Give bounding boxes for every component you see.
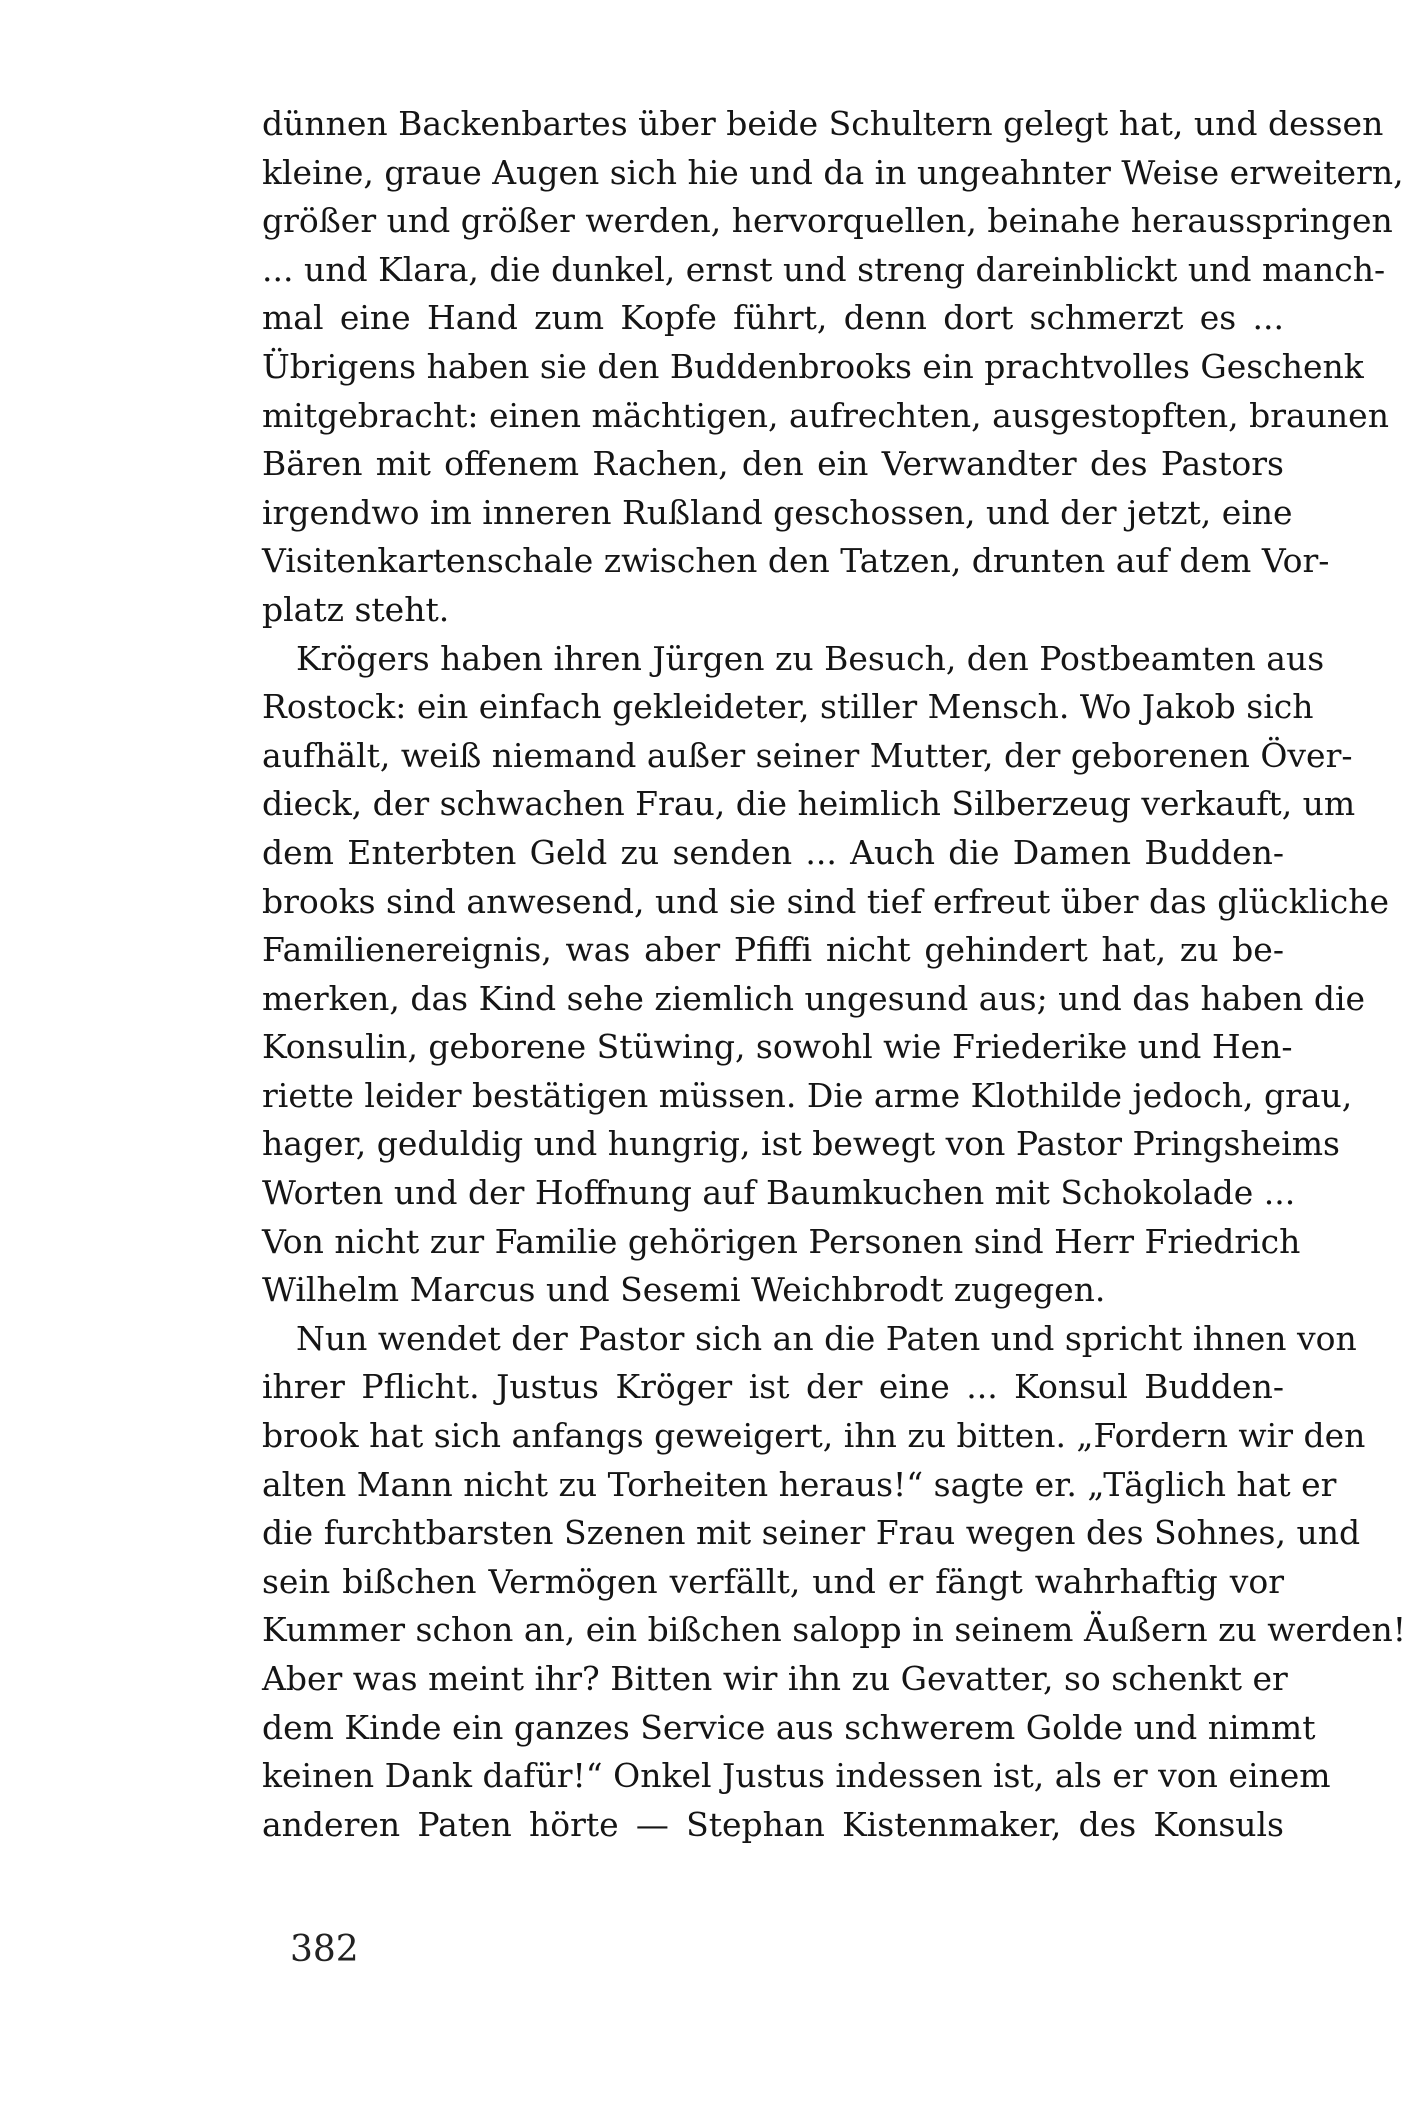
text-line: ... und Klara, die dunkel, ernst und streng dareinblickt und manch- xyxy=(262,249,1386,289)
text-line: dieck, der schwachen Frau, die heimlich Silberzeug verkauft, um xyxy=(262,784,1356,824)
text-line: Worten und der Hoffnung auf Baumkuchen mit Schokolade ... xyxy=(262,1173,1296,1213)
text-line: Kummer schon an, ein bißchen salopp in seinem Äußern zu werden! xyxy=(262,1610,1406,1650)
text-line: alten Mann nicht zu Torheiten heraus!“ sagte er. „Täglich hat er xyxy=(262,1464,1337,1504)
text-line: Wilhelm Marcus und Sesemi Weichbrodt zugegen. xyxy=(262,1270,1106,1310)
text-line: dem Kinde ein ganzes Service aus schwerem Golde und nimmt xyxy=(262,1707,1316,1747)
body-text xyxy=(262,100,1406,1849)
text-line: Konsulin, geborene Stüwing, sowohl wie Friederike und Hen- xyxy=(262,1027,1293,1067)
text-line: ihrer Pflicht. Justus Kröger ist der eine ... Konsul Budden- xyxy=(262,1367,1284,1407)
text-line: Aber was meint ihr? Bitten wir ihn zu Gevatter, so schenkt er xyxy=(262,1659,1288,1698)
text-line: mal eine Hand zum Kopfe führt, denn dort schmerzt es ... xyxy=(262,298,1284,338)
text-line: hager, geduldig und hungrig, ist bewegt von Pastor Pringsheims xyxy=(262,1124,1340,1164)
text-line: brooks sind anwesend, und sie sind tief erfreut über das glückliche xyxy=(262,881,1389,921)
text-line: dünnen Backenbartes über beide Schultern gelegt hat, und dessen xyxy=(262,104,1384,143)
text-line: Bären mit offenem Rachen, den ein Verwandter des Pastors xyxy=(262,444,1284,484)
text-line: irgendwo im inneren Rußland geschossen, und der jetzt, eine xyxy=(262,492,1293,532)
text-line: aufhält, weiß niemand außer seiner Mutter, der geborenen Över- xyxy=(262,735,1353,775)
text-line: sein bißchen Vermögen verfällt, und er fängt wahrhaftig vor xyxy=(262,1561,1284,1601)
text-line: brook hat sich anfangs geweigert, ihn zu bitten. „Fordern wir den xyxy=(262,1416,1366,1456)
text-line: riette leider bestätigen müssen. Die arme Klothilde jedoch, grau, xyxy=(262,1075,1353,1115)
text-line: anderen Paten hörte — Stephan Kistenmaker, des Konsuls xyxy=(262,1804,1284,1844)
text-line: Rostock: ein einfach gekleideter, stiller Mensch. Wo Jakob sich xyxy=(262,687,1314,727)
text-line: mitgebracht: einen mächtigen, aufrechten, ausgestopften, braunen xyxy=(262,395,1389,435)
text-line: Familienereignis, was aber Pfiffi nicht gehindert hat, zu be- xyxy=(262,930,1284,970)
text-line: Krögers haben ihren Jürgen zu Besuch, den Postbeamten aus xyxy=(296,638,1325,678)
text-line: Von nicht zur Familie gehörigen Personen sind Herr Friedrich xyxy=(262,1221,1301,1261)
text-line: größer und größer werden, hervorquellen, beinahe herausspringen xyxy=(262,201,1393,241)
text-line: die furchtbarsten Szenen mit seiner Frau wegen des Sohnes, und xyxy=(262,1513,1361,1553)
text-line: Nun wendet der Pastor sich an die Paten und spricht ihnen von xyxy=(296,1318,1357,1358)
text-line: kleine, graue Augen sich hie und da in ungeahnter Weise erweitern, xyxy=(262,152,1404,192)
text-line: Visitenkartenschale zwischen den Tatzen, drunten auf dem Vor- xyxy=(262,541,1330,581)
text-line: merken, das Kind sehe ziemlich ungesund aus; und das haben die xyxy=(262,978,1366,1018)
text-line: dem Enterbten Geld zu senden ... Auch die Damen Budden- xyxy=(262,832,1284,872)
text-line: Übrigens haben sie den Buddenbrooks ein prachtvolles Geschenk xyxy=(262,346,1364,386)
page-number: 382 xyxy=(290,1929,359,1970)
text-line: platz steht. xyxy=(262,589,450,629)
text-line: keinen Dank dafür!“ Onkel Justus indessen ist, als er von einem xyxy=(262,1756,1331,1796)
